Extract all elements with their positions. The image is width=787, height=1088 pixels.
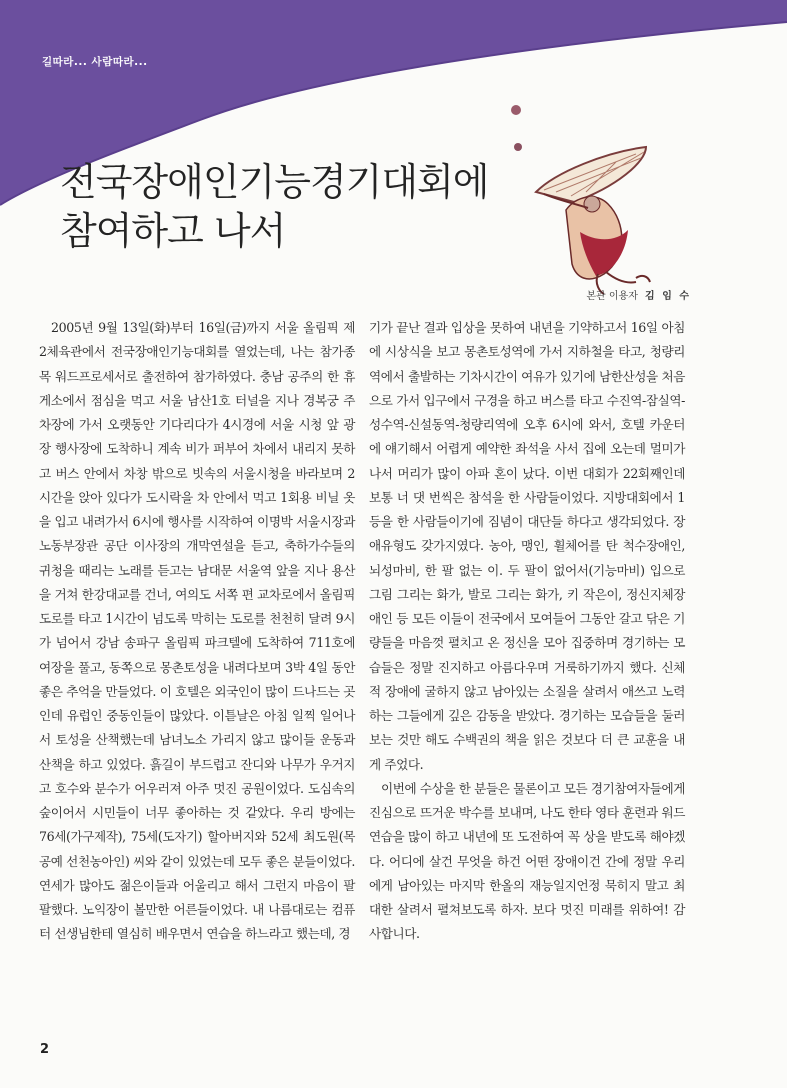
figure-head	[584, 196, 600, 212]
figure-foot	[636, 276, 650, 282]
byline-role: 본관 이용자	[586, 291, 638, 302]
figure-with-net-illustration	[496, 92, 686, 300]
byline	[586, 287, 691, 302]
floating-ball-2	[514, 143, 522, 151]
right-column-paragraph-2: 이번에 수상을 한 분들은 물론이고 모든 경기참여자들에게 진심으로 뜨거운 박수를 보내며, 나도 한타 영타 훈련과 워드연습을 많이 하고 내년에 또 도전하여 꼭 상을 받도록 해야겠다. 어디에 살건 무엇을 하건 어떤 장애이건 간에 정말 우리에게 남아있는 마지막 한올의 재능일지언정 묵히지 말고 최대한 살려서 펼쳐보도록 하자. 보다 멋진 미래를 위하여! 감사합니다.	[369, 780, 685, 942]
title-line-2: 참여하고 나서	[60, 209, 286, 253]
page-number: 2	[40, 1042, 50, 1057]
floating-ball-1	[511, 105, 521, 115]
title-line-1: 전국장애인기능경기대회에	[60, 160, 489, 204]
article-left-column	[39, 316, 355, 947]
byline-author: 김 임 수	[645, 291, 691, 302]
article-right-column	[369, 316, 685, 947]
right-column-paragraph-1: 기가 끝난 결과 입상을 못하여 내년을 기약하고서 16일 아침에 시상식을 보고 몽촌토성역에 가서 지하철을 타고, 청량리역에서 출발하는 기차시간이 여유가 있기에 남한산성을 처음으로 가서 입구에서 구경을 하고 버스를 타고 수진역-잠실역-성수역-신설동역-청량리역에 오후 6시에 와서, 호텔 카운터에 얘기해서 어렵게 예약한 좌석을 사서 집에 오는데 멀미가 나서 머리가 많이 아파 혼이 났다. 이번 대회가 22회째인데 보통 너 댓 번씩은 참석을 한 사람들이었다. 지방대회에서 1등을 한 사람들이기에 짐념이 대단들 하다고 생각되었다. 장애유형도 갖가지였다. 농아, 맹인, 휠체어를 탄 척수장애인, 뇌성마비, 한 팔 없는 이. 두 팔이 없어서(기능마비) 입으로 그림 그리는 화가, 발로 그리는 화가, 키 작은이, 정신지체장애인 등 모든 이들이 전국에서 모여들어 그동안 갈고 닦은 기량들을 마음껏 펼치고 온 정신을 모아 집중하며 경기하는 모습들은 정말 진지하고 아름다우며 거룩하기까지 했다. 신체적 장애에 굴하지 않고 남아있는 소질을 살려서 애쓰고 노력하는 그들에게 깊은 감동을 받았다. 경기하는 모습들을 둘러보는 것만 해도 수백권의 책을 읽은 것보다 더 큰 교훈을 내게 주었다.	[369, 320, 685, 772]
left-column-paragraph-1: 2005년 9월 13일(화)부터 16일(금)까지 서울 올림픽 제2체육관에서 전국장애인기능대회를 열었는데, 나는 참가종목 워드프로세서로 출전하여 참가하였다. 충남 공주의 한 휴게소에서 점심을 먹고 서울 남산1호 터널을 지나 경복궁 주차장에 가서 오랫동안 기다리다가 4시경에 서울 시청 앞 광장 행사장에 도착하니 계속 비가 퍼부어 차에서 내리지 못하고 버스 안에서 차창 밖으로 빗속의 서울시청을 바라보며 2시간을 앉아 있다가 도시락을 차 안에서 먹고 1회용 비닐 옷을 입고 내려가서 6시에 행사를 시작하여 이명박 서울시장과 노동부장관 공단 이사장의 개막연설을 듣고, 축하가수들의 귀청을 때리는 노래를 듣고는 남대문 서울역 앞을 지나 용산을 거쳐 한강대교를 건너, 여의도 서쪽 편 교차로에서 올림픽 도로를 타고 1시간이 넘도록 막히는 도로를 천천히 달려 9시가 넘어서 강남 송파구 올림픽 파크텔에 도착하여 711호에 여장을 풀고, 동쪽으로 몽촌토성을 내려다보며 3박 4일 동안 좋은 추억을 만들었다. 이 호텔은 외국인이 많이 드나드는 곳인데 유럽인 중동인들이 많았다. 이튿날은 아침 일찍 일어나서 토성을 산책했는데 남녀노소 가리지 않고 많이들 운동과 산책을 하고 있었다. 흙길이 부드럽고 잔디와 나무가 우거지고 호수와 분수가 어우러져 아주 멋진 공원이었다. 도심속의 숲이어서 시민들이 너무 좋아하는 것 같았다. 우리 방에는 76세(가구제작), 75세(도자기) 할아버지와 52세 최도원(목공예 선천농아인) 씨와 같이 있었는데 모두 좋은 분들이었다. 연세가 많아도 젊은이들과 어울리고 해서 그런지 마음이 팔팔했다. 노익장이 볼만한 어른들이었다. 내 나름대로는 컴퓨터 선생님한테 열심히 배우면서 연습을 하느라고 했는데, 경	[39, 320, 355, 942]
series-label: 길따라... 사람따라...	[42, 56, 148, 68]
net-rim	[536, 147, 646, 202]
